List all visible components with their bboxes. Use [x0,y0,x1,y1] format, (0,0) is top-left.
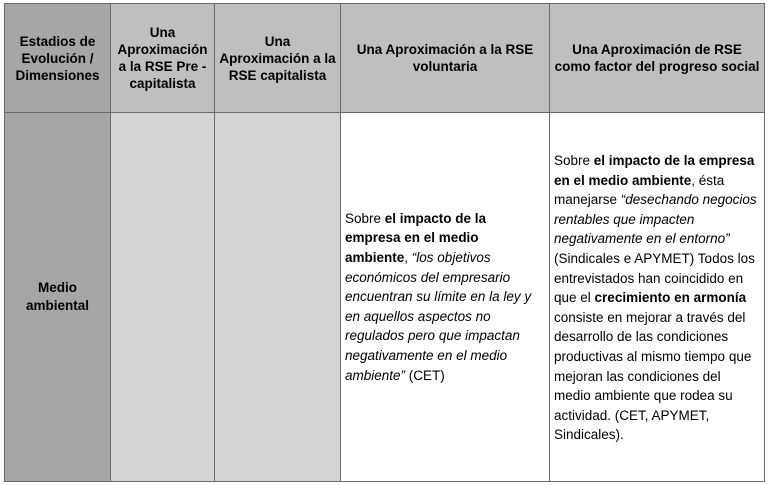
header-progreso-social: Una Aproximación de RSE como factor del progreso social [550,4,765,113]
header-pre-capitalista: Una Aproximación a la RSE Pre - capitalista [111,4,215,113]
cell-capitalista-empty [215,113,341,482]
italic-quote: “desechando negocios rentables que impacten negativamente en el entorno” [554,192,757,247]
row-label-medio-ambiental: Medio ambiental [5,113,111,482]
header-dimensions: Estadios de Evolución / Dimensiones [5,4,111,113]
header-row [5,4,765,113]
cell-progreso-social [550,113,765,482]
text-run: , ésta manejarse [554,172,725,208]
cell-voluntaria [341,113,550,482]
rse-evolution-table [4,3,765,482]
header-voluntaria: Una Aproximación a la RSE voluntaria [341,4,550,113]
table-row [5,113,765,482]
header-capitalista: Una Aproximación a la RSE capitalista [215,4,341,113]
text-run: Sobre [554,153,594,169]
text-run: consiste en mejorar a través del desarrollo de las condiciones productivas al mismo tiempo que mejoran las condiciones del medio ambiente que rodea su actividad. (CET, APYMET, Sindicales). [554,309,752,443]
bold-run: el impacto de la empresa en el medio ambiente [345,210,487,266]
cell-pre-capitalista-empty [111,113,215,482]
text-run: (Sindicales e APYMET) Todos los entrevistados han coincidido en que el [554,251,755,306]
text-run: (CET) [405,367,445,383]
bold-run: el impacto de la empresa en el medio ambiente [554,153,755,188]
text-run: Sobre [345,210,385,226]
text-run: , [404,250,412,266]
italic-quote: “los objetivos económicos del empresario encuentran su límite en la ley y en aquellos aspectos no regulados pero que impactan negativamente en el medio ambiente” [345,250,532,383]
bold-run: crecimiento en armonía [594,290,747,306]
